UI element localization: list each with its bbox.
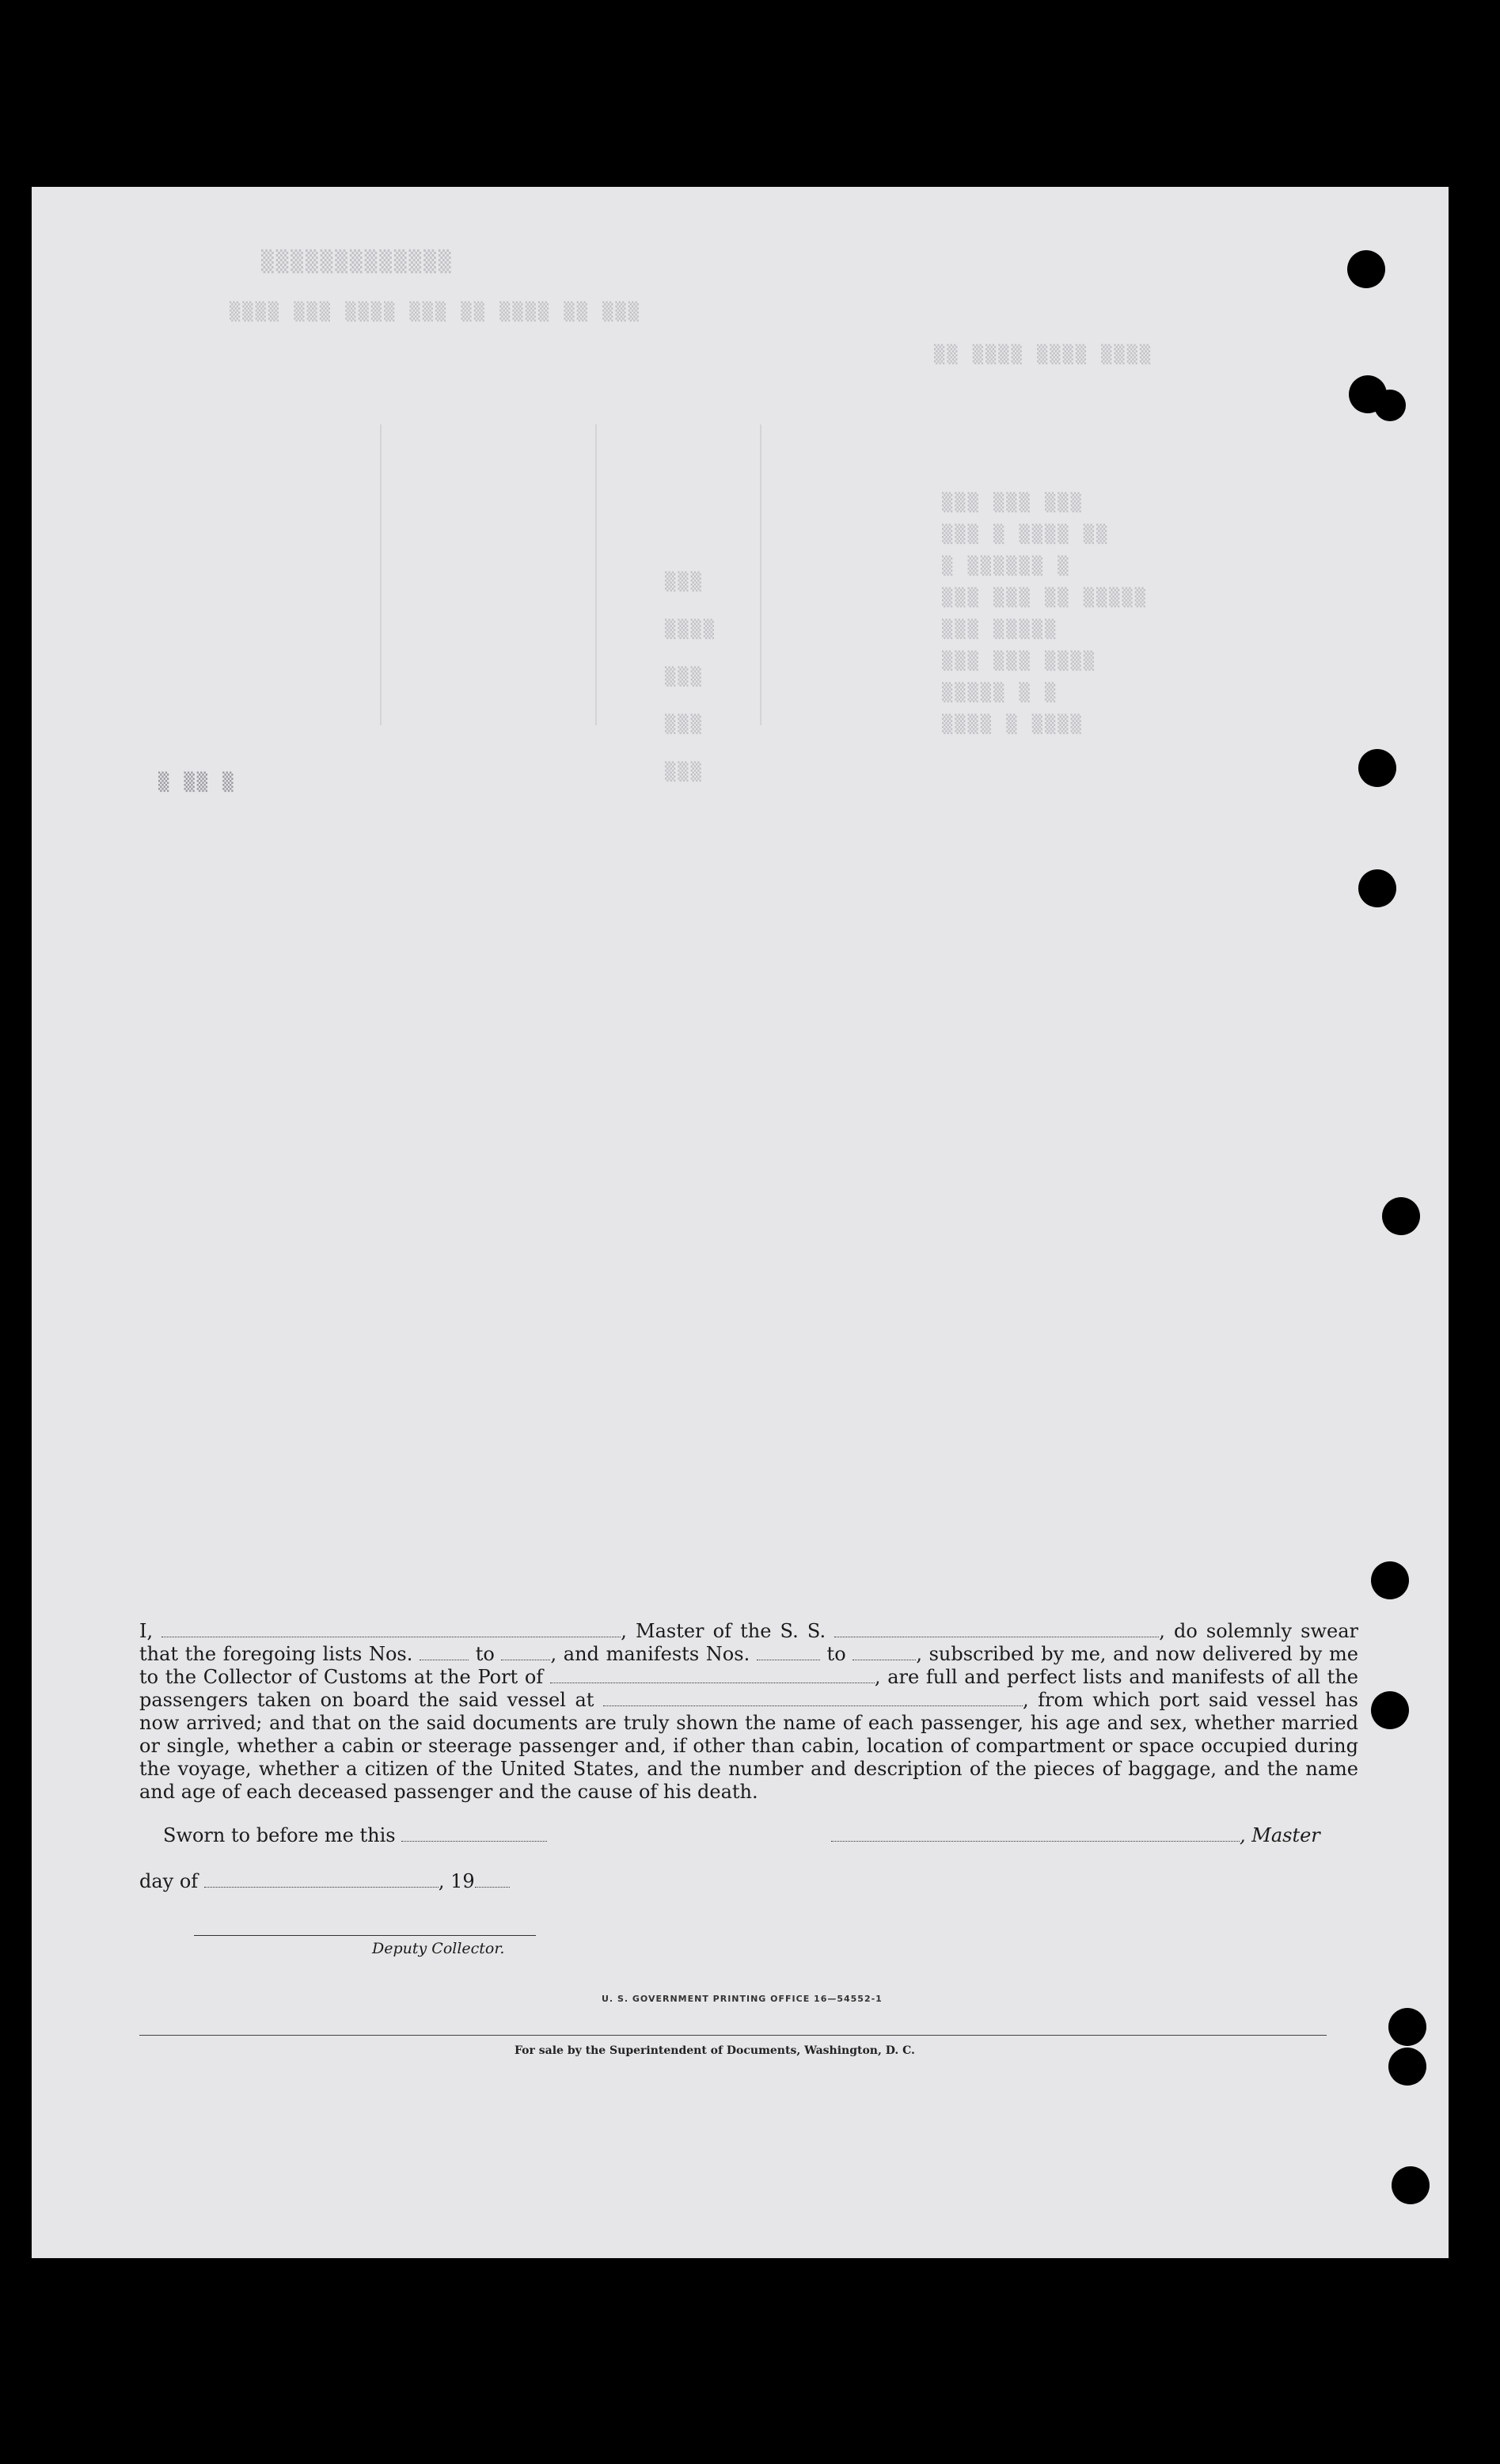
day-row [139,1870,510,1892]
oath-swear: swear that the foregoing lists Nos. [139,1620,1359,1665]
bleed-through-column: ▒▒▒ ▒▒▒▒ ▒▒▒ ▒▒▒ ▒▒▒ [665,572,716,782]
lists-from-blank [420,1644,469,1660]
printing-office-line: U. S. GOVERNMENT PRINTING OFFICE 16—54552-1 [602,1994,883,2004]
bleed-through-column: ▒▒▒ ▒▒▒ ▒▒▒ ▒▒▒ ▒ ▒▒▒▒ ▒▒ ▒ ▒▒▒▒▒▒ ▒ ▒▒▒ ▒▒▒ ▒▒ ▒▒▒▒▒ ▒▒▒ ▒▒▒▒▒ ▒▒▒ ▒▒▒ ▒▒▒▒ ▒▒▒▒▒ ▒ ▒ ▒▒▒▒ ▒ ▒▒▒▒ [942,493,1148,735]
lists-to-blank [501,1644,550,1660]
bleed-through-rule [595,424,597,725]
punch-hole [1371,1691,1409,1729]
punch-hole [1358,869,1396,907]
oath-full-perfect: , are full and perfect lists and [874,1666,1165,1688]
bleed-through-header: ▒▒▒▒ ▒▒▒ ▒▒▒▒ ▒▒▒ ▒▒ ▒▒▒▒ ▒▒ ▒▒▒ [230,302,641,322]
bleed-through-rule [760,424,761,725]
master-signature-blank [831,1825,1240,1842]
oath-to-1: to [475,1643,495,1665]
bleed-through-header: ▒▒ ▒▒▒▒ ▒▒▒▒ ▒▒▒▒ [934,345,1153,365]
day-month-blank [204,1871,439,1888]
manifests-to-blank [853,1644,916,1660]
oath-to-2: to [826,1643,846,1665]
punch-hole [1382,1197,1420,1235]
oath-from-which: , from which [1022,1689,1150,1711]
oath-and-manifests: , and manifests Nos. [550,1643,750,1665]
oath-subscribed: , subscribed by me, and now [916,1643,1196,1665]
day-of-label: day of [139,1870,199,1892]
bleed-through-rule [380,424,382,725]
sworn-label: Sworn to before me this [163,1824,396,1846]
document-page [32,187,1449,2258]
oath-master-of-ss: , Master of the S. S. [621,1620,826,1642]
for-sale-notice: For sale by the Superintendent of Documents, Washington, D. C. [515,2044,915,2057]
manifests-from-blank [757,1644,820,1660]
master-signature-row [831,1824,1320,1846]
bleed-through-header: ▒▒▒▒▒▒▒▒▒▒▒▒▒ [261,250,454,274]
deputy-collector-label: Deputy Collector. [372,1940,505,1957]
year-label: , 19 [438,1870,475,1892]
punch-hole [1347,250,1385,288]
master-label: , Master [1240,1824,1320,1846]
punch-hole [1388,2008,1426,2046]
oath-manifests-all: manifests of all the passengers taken on board the said vessel at [139,1666,1358,1711]
oath-delivered: delivered by me to the Collector of Customs at the Port of [139,1643,1358,1688]
punch-hole [1392,2166,1430,2204]
departure-port-blank [603,1690,1023,1706]
punch-hole [1388,2048,1426,2086]
oath-paragraph [139,1620,1358,1804]
deputy-signature-line [194,1935,536,1936]
sworn-date-blank [401,1825,547,1842]
oath-body: port said vessel has now arrived; and that on the said documents are truly shown the name of each passenger, his age and sex, whether married or single, whether a cabin or steerage passenger and, if other than cabin, location of compartment or space occupied during the voyage, whether a citizen of the United States, and the number and description of the pieces of baggage, and the name and age of each deceased passenger and the cause of his death. [139,1689,1358,1803]
punch-hole [1358,749,1396,787]
oath-do-solemnly: , do solemnly [1159,1620,1293,1642]
oath-i: I, [139,1620,154,1642]
port-blank [550,1667,875,1683]
punch-hole [1374,390,1406,421]
year-blank [475,1871,510,1888]
bleed-through-mark: ▒ ▒▒ ▒ [158,773,236,793]
master-name-blank [161,1621,621,1637]
vessel-name-blank [834,1621,1159,1637]
footer-rule [139,2035,1327,2036]
punch-hole [1371,1561,1409,1599]
sworn-row [163,1824,547,1846]
